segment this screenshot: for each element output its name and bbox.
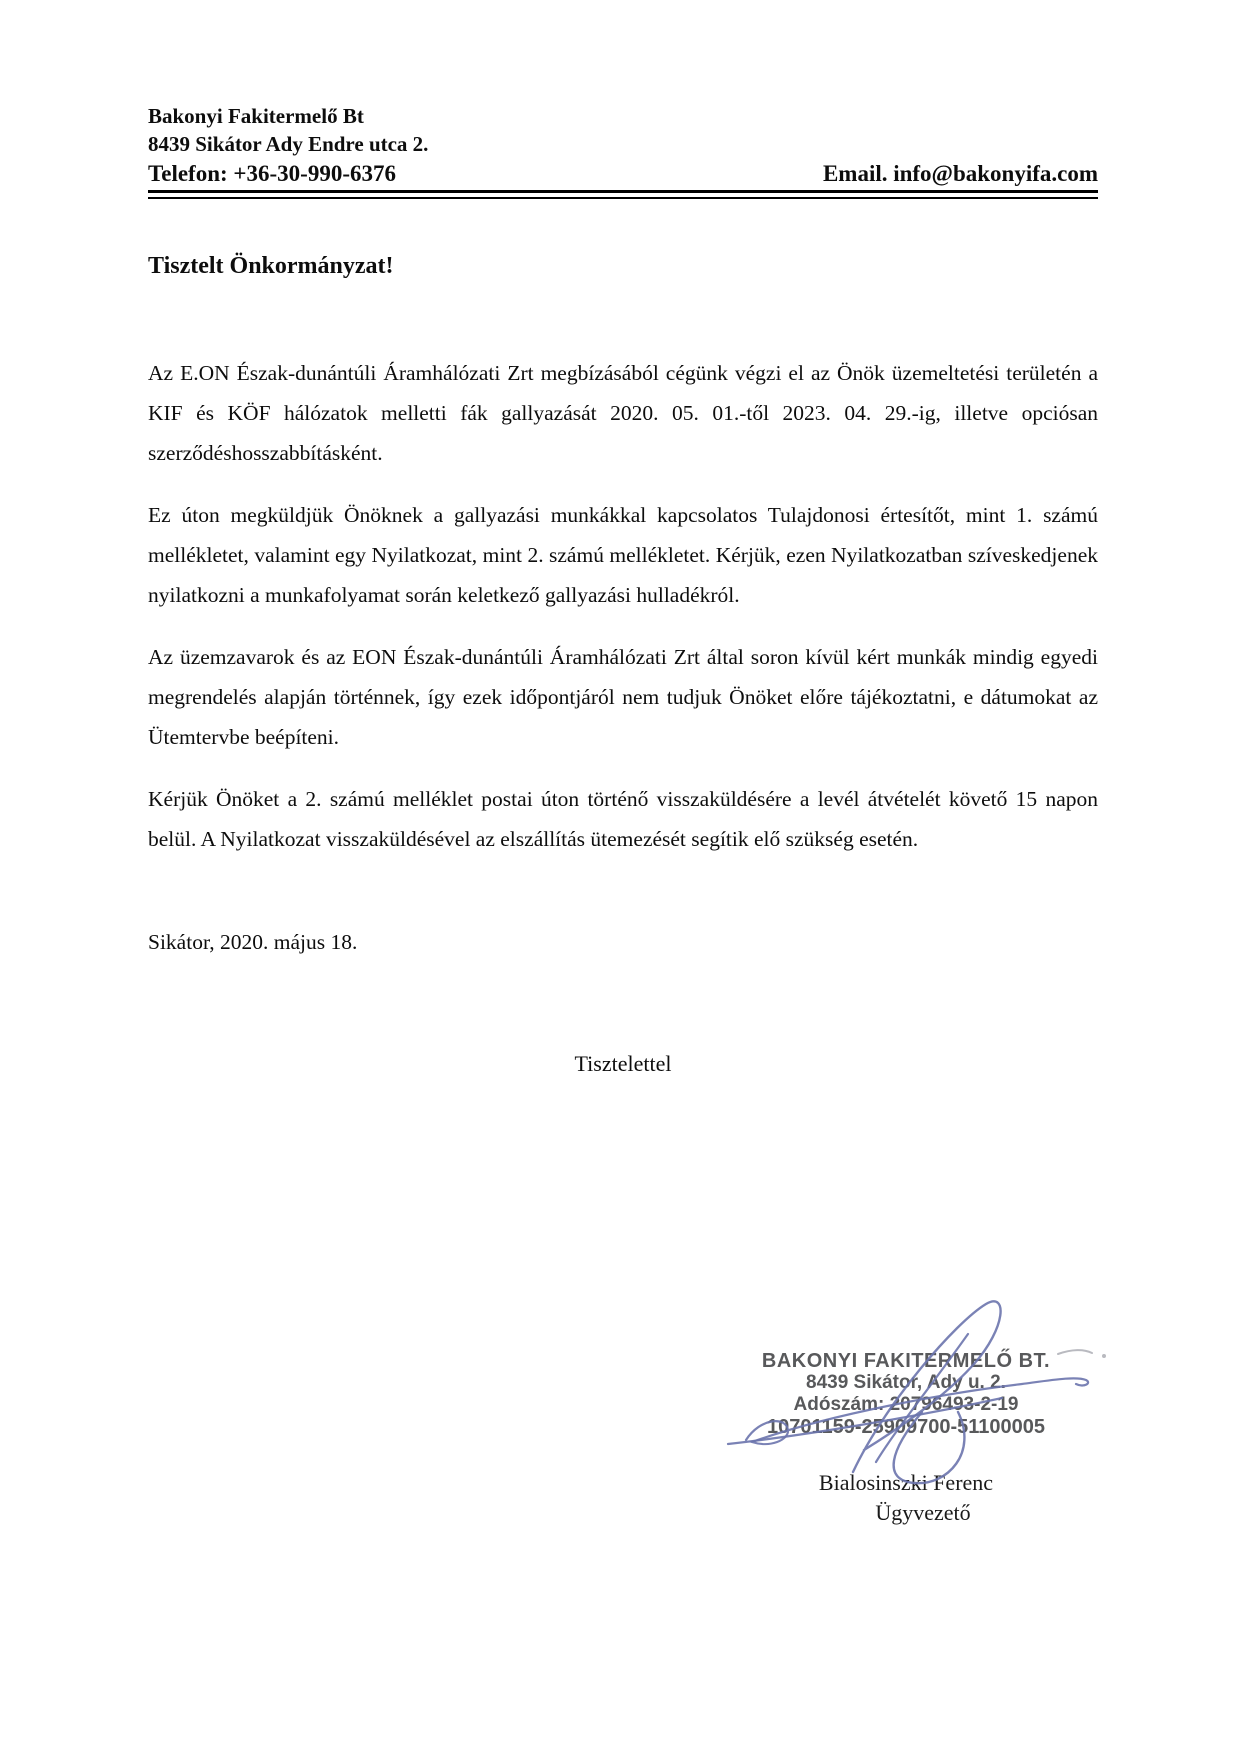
phone-number: Telefon: +36-30-990-6376 <box>148 161 396 186</box>
signature-stroke <box>876 1334 968 1462</box>
paragraph-4: Kérjük Önöket a 2. számú melléklet postai úton történő visszaküldésére a levél átvételét követő 15 napon belül. A Nyilatkozat visszaküldésével az elszállítás ütemezését segítik elő szükség esetén. <box>148 787 1098 851</box>
faint-scan-dot <box>1102 1354 1106 1358</box>
stamp-company-name: BAKONYI FAKITERMELŐ BT. <box>761 1350 1051 1372</box>
paragraph-2: Ez úton megküldjük Önöknek a gallyazási munkákkal kapcsolatos Tulajdonosi értesítőt, mint 1. számú mellékletet, valamint egy Nyilatkozat, mint 2. számú mellékletet. Kérjük, ezen Nyilatkozatban szíveskedjenek nyilatkozni a munkafolyamat során keletkező gallyazási hulladékról. <box>148 503 1098 607</box>
stamp-address: 8439 Sikátor, Ady u. 2. <box>806 1372 1006 1393</box>
company-address: 8439 Sikátor Ady Endre utca 2. <box>148 132 429 156</box>
signatory-title: Ügyvezető <box>875 1500 971 1525</box>
stamp-bank-account: 10701159-25909700-51100005 <box>766 1416 1046 1438</box>
letter-content <box>148 102 1098 1079</box>
signature-stroke <box>853 1301 1001 1472</box>
letter-body <box>148 353 1098 859</box>
signatory-name: Bialosinszki Ferenc <box>818 1470 994 1495</box>
stamp-tax-number: Adószám: 20796493-2-19 <box>793 1394 1019 1415</box>
company-name: Bakonyi Fakitermelő Bt <box>148 104 364 128</box>
dateline: Sikátor, 2020. május 18. <box>148 930 358 954</box>
paragraph-1: Az E.ON Észak-dunántúli Áramhálózati Zrt megbízásából cégünk végzi el az Önök üzemeltetési területén a KIF és KÖF hálózatok melletti fák gallyazását 2020. 05. 01.-től 2023. 04. 29.-ig, illetve opciósan szerződéshosszabbításként. <box>148 361 1098 465</box>
signature-block <box>690 1290 1122 1530</box>
email-address: Email. info@bakonyifa.com <box>822 161 1098 186</box>
letterhead <box>148 102 1098 199</box>
salutation: Tisztelt Önkormányzat! <box>148 253 394 279</box>
closing-word: Tisztelettel <box>574 1051 672 1076</box>
header-divider <box>148 197 1098 199</box>
faint-scan-mark <box>1058 1350 1092 1354</box>
handwritten-signature <box>690 1290 1122 1530</box>
paragraph-3: Az üzemzavarok és az EON Észak-dunántúli Áramhálózati Zrt által soron kívül kért munkák mindig egyedi megrendelés alapján történnek, így ezek időpontjáról nem tudjuk Önöket előre tájékoztatni, e dátumokat az Ütemtervbe beépíteni. <box>148 645 1098 749</box>
contact-row <box>148 159 1098 193</box>
